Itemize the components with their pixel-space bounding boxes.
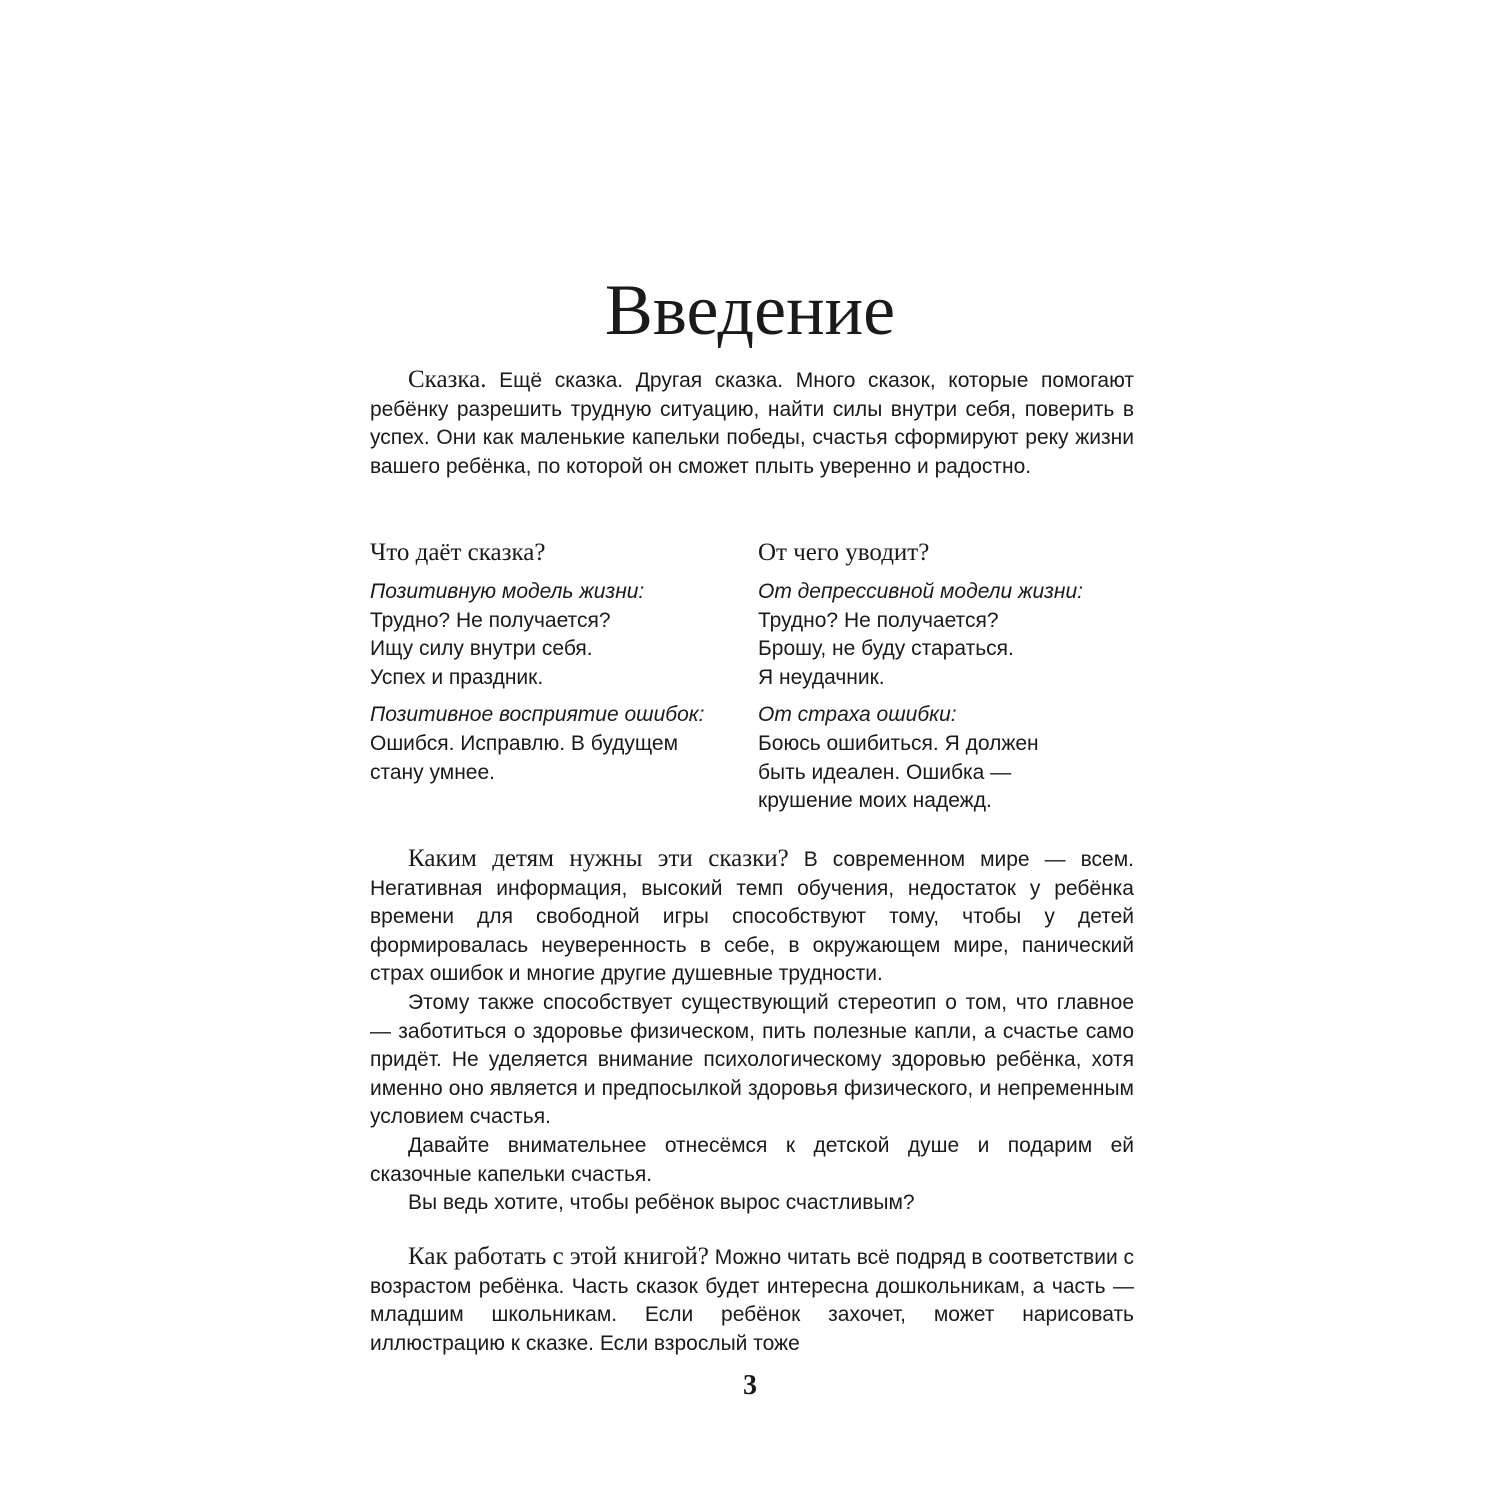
page-number: 3 <box>743 1370 757 1401</box>
column-item <box>370 578 750 692</box>
section-lead: Как работать с этой книгой? <box>408 1243 709 1270</box>
item-label: От депрессивной модели жизни: <box>758 580 1083 603</box>
section-lead: Каким детям нужны эти сказки? <box>408 845 789 872</box>
item-label: Позитивное восприятие ошибок: <box>370 703 705 727</box>
section-text: В современном мире — всем. Негативная информация, высокий темп обучения, недостаток у ребёнка времени для свободной игры способствуют тому, чтобы у детей формировалась неуверенность в себе, в окружающем мире, панический страх ошибок и многие другие душевные трудности. <box>370 848 1134 986</box>
column-item <box>370 701 750 787</box>
item-text: Трудно? Не получается? Брошу, не буду стараться. Я неудачник. <box>758 608 1014 689</box>
item-text: Боюсь ошибиться. Я должен быть идеален. Ошибка — крушение моих надежд. <box>758 731 1039 813</box>
intro-lead: Сказка. <box>408 366 487 393</box>
column-leads-away <box>758 538 1138 825</box>
paragraph: Вы ведь хотите, чтобы ребёнок вырос счастливым? <box>408 1191 915 1215</box>
column-heading: От чего уводит? <box>758 539 930 566</box>
column-item <box>758 701 1138 815</box>
column-item <box>758 578 1138 692</box>
item-text: Ошибся. Исправлю. В будущем стану умнее. <box>370 731 679 784</box>
column-gives <box>370 538 750 796</box>
page-title: Введение <box>604 270 896 350</box>
item-text: Трудно? Не получается? Ищу силу внутри себя. Успех и праздник. <box>370 608 611 689</box>
paragraph: Давайте внимательнее отнесёмся к детской душе и подарим ей сказочные капельки счастья. <box>370 1133 1134 1186</box>
item-label: От страха ошибки: <box>758 703 957 727</box>
intro-text: Ещё сказка. Другая сказка. Много сказок, которые помогают ребёнку разрешить трудную ситуацию, найти силы внутри себя, поверить в успех. Они как маленькие капельки победы, счастья сформируют реку жизни вашего ребёнка, по которой он сможет плыть уверенно и радостно. <box>370 369 1134 478</box>
column-heading: Что даёт сказка? <box>370 539 546 566</box>
item-label: Позитивную модель жизни: <box>370 580 645 603</box>
intro-paragraph <box>370 366 1134 481</box>
section-text: Можно читать всё подряд в соответствии с возрастом ребёнка. Часть сказок будет интересна дошкольникам, а часть — младшим школьникам. Если ребёнок захочет, может нарисовать иллюстрацию к сказке. Если взрослый тоже <box>370 1246 1135 1355</box>
section-how-to-work <box>370 1243 1134 1358</box>
paragraph: Этому также способствует существующий стереотип о том, что главное — заботиться о здоровье физическом, пить полезные капли, а счастье само придёт. Не уделяется внимание психологическому здоровью ребёнка, хотя именно оно является и предпосылкой здоровья физического, и непременным условием счастья. <box>370 990 1134 1129</box>
section-which-children <box>370 845 1134 1218</box>
